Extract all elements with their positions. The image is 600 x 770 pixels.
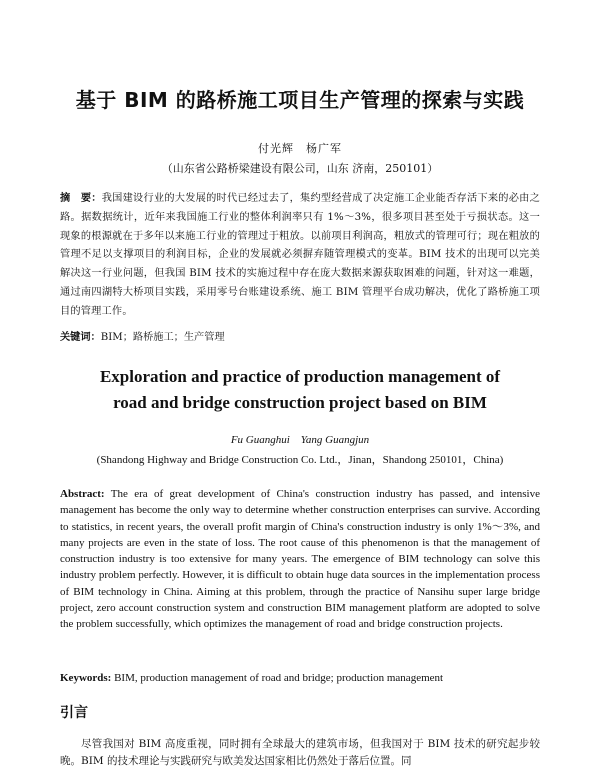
- chinese-authors: 付光辉 杨广军: [258, 142, 342, 155]
- english-keywords-text: BIM, production management of road and bridge; production management: [114, 672, 444, 684]
- english-title-line-2: road and bridge construction project based on BIM: [113, 393, 487, 412]
- chinese-affiliation: （山东省公路桥梁建设有限公司，山东 济南，250101）: [161, 162, 439, 175]
- english-authors: Fu Guanghui Yang Guangjun: [230, 434, 370, 446]
- english-keywords: [60, 670, 540, 686]
- chinese-abstract-label: 摘 要：: [60, 193, 102, 204]
- chinese-abstract: [60, 190, 540, 322]
- english-title-line-1: Exploration and practice of production management of: [99, 367, 501, 386]
- section-heading-introduction: 引言: [60, 705, 88, 721]
- chinese-keywords-text: BIM；路桥施工；生产管理: [100, 332, 225, 343]
- english-affiliation: (Shandong Highway and Bridge Construction Co. Ltd.，Jinan，Shandong 250101，China): [96, 454, 504, 466]
- introduction-paragraph: 尽管我国对 BIM 高度重视，同时拥有全球最大的建筑市场，但我国对于 BIM 技术的研究起步较晚。BIM 的技术理论与实践研究与欧美发达国家相比仍然处于落后位置。同: [60, 738, 540, 767]
- chinese-title: 基于 BIM 的路桥施工项目生产管理的探索与实践: [75, 88, 525, 112]
- english-abstract-text: The era of great development of China's construction industry has passed, and intensive management has become the only way to determine whether construction enterprises can survive. According to statistics, in recent years, the overall profit margin of China's construction industry is only 1%～3%, and many projects are even in the state of loss. The root cause of this phenomenon is that the management of construction industry is too extensive for many years. The emergence of BIM technology can solve this industry problem perfectly. However, it is difficult to obtain huge data sources in the implementation process of BIM technology in China. Aiming at this problem, through the practice of Nansihu super large bridge project, zero account construction system and construction BIM management platform are adopted to solve the problem successfully, which optimizes the management of road and bridge construction projects.: [60, 488, 540, 631]
- chinese-keywords: [60, 330, 540, 346]
- chinese-abstract-text: 我国建设行业的大发展的时代已经过去了，集约型经营成了决定施工企业能否存活下来的必由之路。据数据统计，近年来我国施工行业的整体利润率只有 1%～3%，很多项目甚至处于亏损状态。这一现象的根源就在于多年以来施工行业的管理过于粗放。以前项目利润高，粗放式的管理可行；现在粗放的管理不足以支撑项目的利润目标，企业的发展就必须摒弃随管理模式的变革。BIM 技术的出现可以完美解决这一行业问题，但我国 BIM 技术的实施过程中存在庞大数据来源获取困难的问题，针对这一难题，通过南四湖特大桥项目实践，采用零号台账建设系统、施工 BIM 管理平台成功解决，优化了路桥施工项目的管理工作。: [60, 193, 540, 317]
- english-keywords-label: Keywords:: [60, 672, 112, 684]
- english-abstract: [60, 486, 540, 633]
- chinese-keywords-label: 关键词：: [60, 332, 101, 343]
- english-abstract-label: Abstract:: [60, 488, 105, 500]
- english-title: [0, 364, 600, 416]
